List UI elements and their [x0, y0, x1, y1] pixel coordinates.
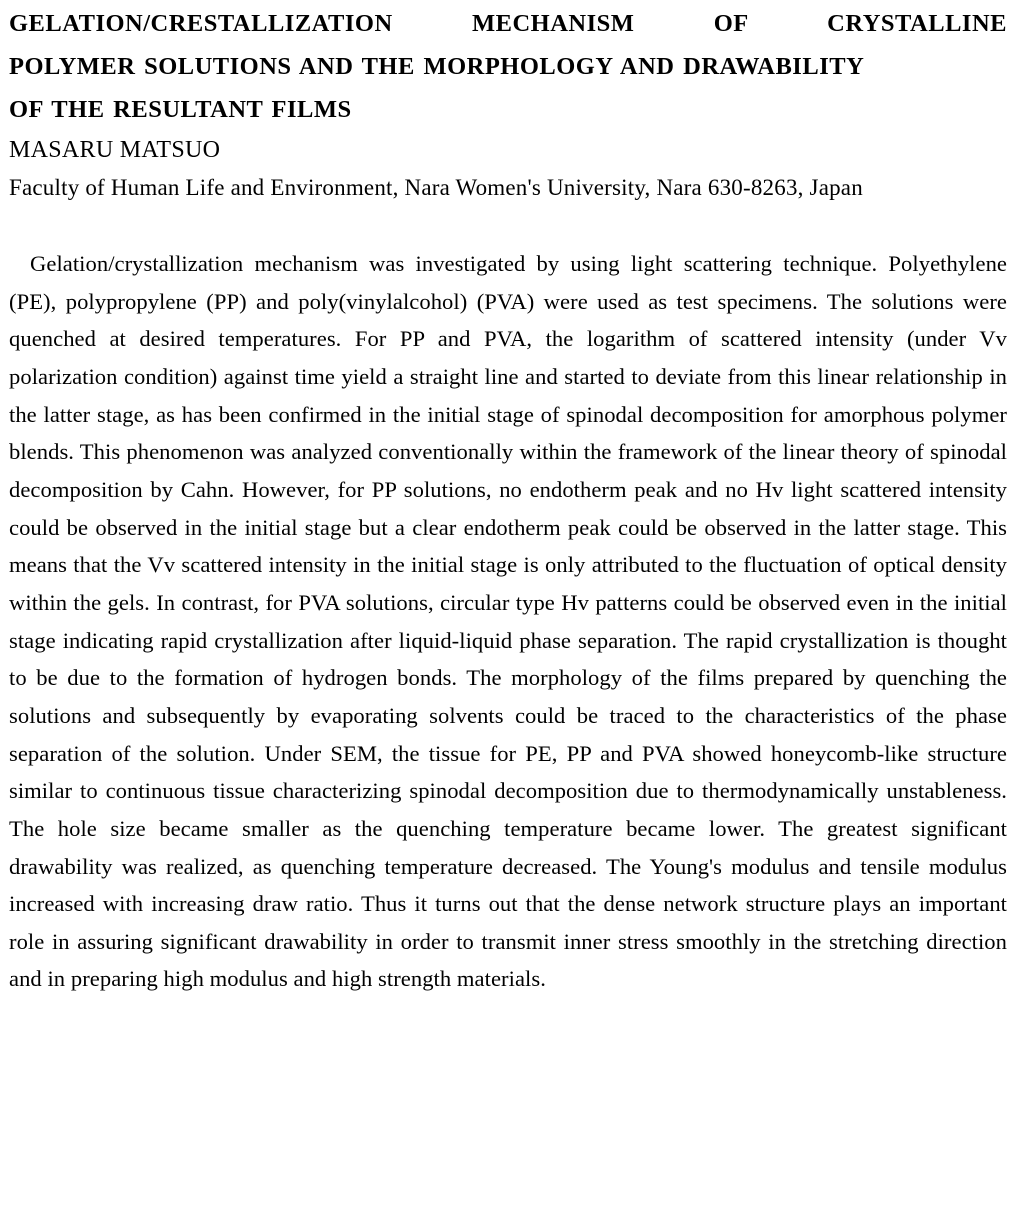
author-name: MASARU MATSUO	[9, 137, 221, 163]
author-affiliation: Faculty of Human Life and Environment, Nara Women's University, Nara 630-8263, Japan	[9, 175, 863, 200]
abstract-text: Gelation/crystallization mechanism was investigated by using light scattering technique. Polyethylene (PE), polypropylene (PP) and poly(vinylalcohol) (PVA) were used as test specimens. The solutions were quenched at desired temperatures. For PP and PVA, the logarithm of scattered intensity (under Vv polarization condition) against time yield a straight line and started to deviate from this linear relationship in the latter stage, as has been confirmed in the initial stage of spinodal decomposition for amorphous polymer blends. This phenomenon was analyzed conventionally within the framework of the linear theory of spinodal decomposition by Cahn. However, for PP solutions, no endotherm peak and no Hv light scattered intensity could be observed in the initial stage but a clear endotherm peak could be observed in the latter stage. This means that the Vv scattered intensity in the initial stage is only attributed to the fluctuation of optical density within the gels. In contrast, for PVA solutions, circular type Hv patterns could be observed even in the initial stage indicating rapid crystallization after liquid-liquid phase separation. The rapid crystallization is thought to be due to the formation of hydrogen bonds. The morphology of the films prepared by quenching the solutions and subsequently by evaporating solvents could be traced to the characteristics of the phase separation of the solution. Under SEM, the tissue for PE, PP and PVA showed honeycomb-like structure similar to continuous tissue characterizing spinodal decomposition due to thermodynamically unstableness. The hole size became smaller as the quenching temperature became lower. The greatest significant drawability was realized, as quenching temperature decreased. The Young's modulus and tensile modulus increased with increasing draw ratio. Thus it turns out that the dense network structure plays an important role in assuring significant drawability in order to transmit inner stress smoothly in the stretching direction and in preparing high modulus and high strength materials.	[9, 251, 1007, 992]
title-line-1: GELATION/CRESTALLIZATION MECHANISM OF CRYSTALLINE	[9, 10, 1007, 37]
title-line-3: OF THE RESULTANT FILMS	[9, 96, 352, 123]
paper-page	[9, 0, 1007, 998]
title-line-2: POLYMER SOLUTIONS AND THE MORPHOLOGY AND DRAWABILITY	[9, 53, 865, 80]
paper-title	[9, 0, 1007, 131]
